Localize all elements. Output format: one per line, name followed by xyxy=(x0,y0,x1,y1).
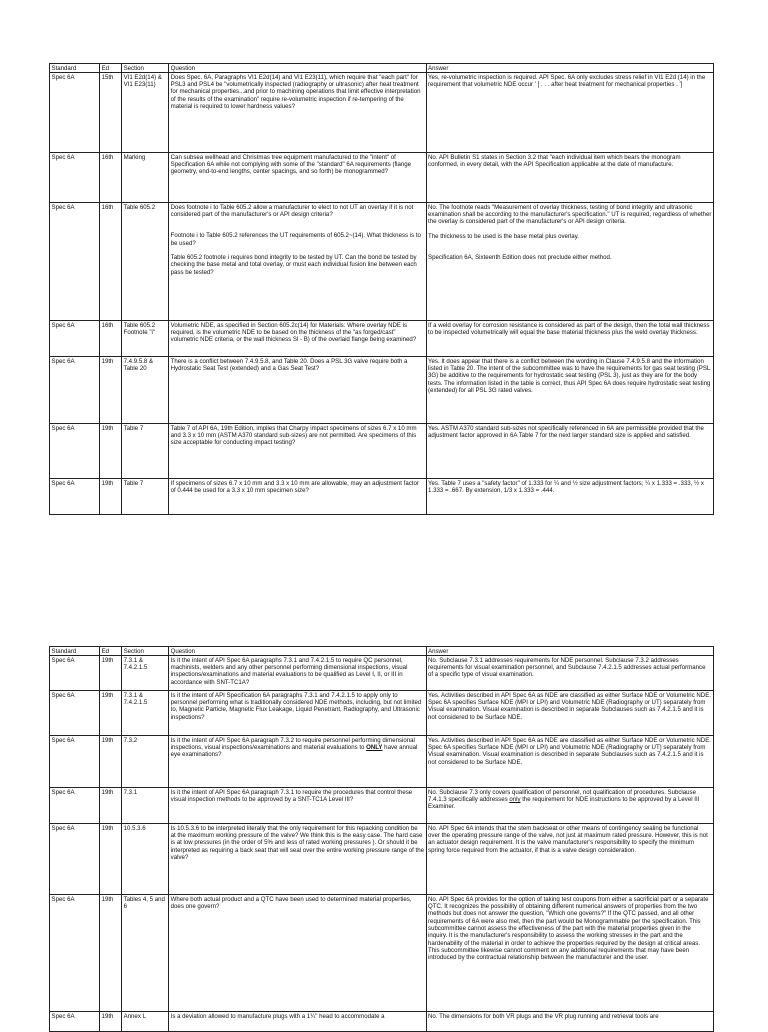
cell-standard: Spec 6A xyxy=(50,73,100,153)
emphasis-text: only xyxy=(509,796,521,804)
cell-section: 7.3.2 xyxy=(122,736,169,788)
cell-standard: Spec 6A xyxy=(50,736,100,788)
table-row xyxy=(50,691,714,736)
cell-ed: 19th xyxy=(100,788,122,824)
table-header-row xyxy=(50,64,714,73)
cell-question xyxy=(169,203,426,321)
header-answer: Answer xyxy=(426,64,713,73)
cell-ed: 19th xyxy=(100,656,122,691)
cell-ed: 19th xyxy=(100,736,122,788)
cell-question: Is it the intent of API Spec 6A paragraphs 7.3.1 and 7.4.2.1.5 to require QC personnel, machinists, welders and any other personnel performing dimensional inspections, visual inspections/examinations and material evaluations to be qualified as Level I, II, or III in accordance with SNT-TC1A? xyxy=(169,656,426,691)
cell-section: Marking xyxy=(122,153,169,203)
table-row xyxy=(50,1012,714,1032)
table-row xyxy=(50,736,714,788)
cell-answer: Yes. Activities described in API Spec 6A as NDE are classified as either Surface NDE or Volumetric NDE. Spec 6A specifies Surface NDE (MPI or LPI) and Volumetric NDE (Radiography or UT) separately from Visual examination. Visual examination is described in separate Subclauses such as 7.4.2.1.5 and it is not considered to be Surface NDE. xyxy=(426,736,713,788)
cell-standard: Spec 6A xyxy=(50,788,100,824)
header-standard: Standard xyxy=(50,647,100,656)
cell-section: 7.3.1 & 7.4.2.1.5 xyxy=(122,656,169,691)
cell-ed: 19th xyxy=(100,424,122,479)
cell-question: Is 10.5.3.6 to be interpreted literally that the only requirement for this repacking condition be at the maximum working pressure of the valve? We think this is the easy case. The hard case is at low pressures (in the order of 5% and less of rated working pressures ). Or should it be interpreted as requiring a back seat that will seal over the entire working pressure range of the valve? xyxy=(169,824,426,895)
answer-text: No. Subclause 7.3 only covers qualification of personnel, not qualification of procedures. Subclause 7.4.1.3 specifically addresses xyxy=(428,788,696,804)
interpretations-table-1 xyxy=(49,63,714,515)
cell-question: If specimens of sizes 6.7 x 10 mm and 3.3 x 10 mm are allowable, may an adjustment factor of 0.444 be used for a 3.3 x 10 mm specimen size? xyxy=(169,479,426,515)
cell-ed: 19th xyxy=(100,357,122,424)
cell-question: Is a deviation allowed to manufacture plugs with a 1¼" head to accommodate a xyxy=(169,1012,426,1032)
table-row xyxy=(50,424,714,479)
cell-section: Table 7 xyxy=(122,479,169,515)
cell-section: 7.3.1 xyxy=(122,788,169,824)
cell-question: Table 7 of API 6A, 19th Edition, implies that Charpy impact specimens of sizes 6.7 x 10 mm and 3.3 x 10 mm (ASTM A370 standard sub-sizes) are not permitted. Are specimens of this size acceptable for conducting impact testing? xyxy=(169,424,426,479)
header-section: Section xyxy=(122,64,169,73)
question-paragraph: Does footnote i to Table 605.2 allow a manufacturer to elect to not UT an overlay if it is not considered part of the manufacturer's or API design criteria? xyxy=(170,203,414,219)
header-question: Question xyxy=(169,64,426,73)
cell-answer: Yes, re-volumetric inspection is required. API Spec. 6A only excludes stress relief in VI1 E2d (14) in the requirement that volumetric NDE occur ' [ . . . after heat treatment for mechanical properties . '] xyxy=(426,73,713,153)
cell-question: Where both actual product and a QTC have been used to determined material properties, does one govern? xyxy=(169,895,426,1012)
cell-standard: Spec 6A xyxy=(50,153,100,203)
cell-question xyxy=(169,736,426,788)
cell-section: VI1 E2d(14) & VI1 E23(11) xyxy=(122,73,169,153)
header-ed: Ed xyxy=(100,647,122,656)
cell-ed: 19th xyxy=(100,824,122,895)
cell-standard: Spec 6A xyxy=(50,824,100,895)
answer-paragraph: The thickness to be used is the base metal plus overlay. xyxy=(428,232,579,240)
cell-standard: Spec 6A xyxy=(50,357,100,424)
cell-standard: Spec 6A xyxy=(50,656,100,691)
cell-answer: No. API Spec 6A intends that the stem backseat or other means of contingency sealing be functional over the operating pressure range of the valve, not just at maximum rated pressure. However, this is not an actuator design requirement. It is the valve manufacturer's responsibility to specify the minimum spring force required from the actuator, if that is a valve design consideration. xyxy=(426,824,713,895)
cell-ed: 19th xyxy=(100,691,122,736)
cell-question: Does Spec. 6A, Paragraphs VI1 E2d(14) and VI1 E23(11), which require that "each part" for PSL3 and PSL4 be "volumetrically inspected (radiography or ultrasonic) after heat treatment for mechanical properties...and prior to machining operations that limit effective interpretation of the results of the examination" require re-volumetric inspection if re-tempering of the material is required to lower hardness values? xyxy=(169,73,426,153)
cell-question: Is it the intent of API Spec 6A paragraph 7.3.1 to require the procedures that control these visual inspection methods to be approved by a SNT-TC1A Level III? xyxy=(169,788,426,824)
header-standard: Standard xyxy=(50,64,100,73)
cell-section: Table 605.2 xyxy=(122,203,169,321)
cell-answer: Yes. It does appear that there is a conflict between the wording in Clause 7.4.9.5.8 and the information listed in Table 20. The intent of the subcommittee was to have the requirements for gas seat testing (PSL 3G) be additive to the requirements for hydrostatic seat testing (PSL 3), just as they are for the body tests. The information listed in the table is correct, thus API Spec 6A does require hydrostatic seat testing (extended) for all PSL 3G rated valves. xyxy=(426,357,713,424)
cell-question: Volumetric NDE, as specified in Section 605.2c(14) for Materials: Where overlay NDE is required, is the volumetric NDE to be based on the thickness of the "as forged/cast" volumetric NDE criteria, or the wall thickness Sl - B) of the overlaid flange being examined? xyxy=(169,321,426,357)
table-row xyxy=(50,788,714,824)
cell-answer: No. Subclause 7.3.1 addresses requirements for NDE personnel. Subclause 7.3.2 addresses requirements for visual examination personnel, and Subclause 7.4.2.1.5 addresses actual performance of a specific type of visual examination. xyxy=(426,656,713,691)
cell-answer: Yes. ASTM A370 standard sub-sizes not specifically referenced in 6A are permissible provided that the adjustment factor approved in 6A Table 7 for the next larger standard size is applied and satisfied. xyxy=(426,424,713,479)
answer-text: the requirement for NDE instructions to be approved by a Level III Examiner. xyxy=(428,796,700,811)
cell-answer: No. API Bulletin S1 states in Section 3.2 that "each individual item which bears the monogram conformed, in every detail, with the API Specification applicable at the date of manufacture. xyxy=(426,153,713,203)
cell-answer xyxy=(426,203,713,321)
header-answer: Answer xyxy=(426,647,713,656)
cell-answer: If a weld overlay for corrosion resistance is considered as part of the design, then the total wall thickness to be inspected volumetrically will equal the base material thickness plus the weld overlay thickness. xyxy=(426,321,713,357)
cell-section: 10.5.3.6 xyxy=(122,824,169,895)
cell-answer: No. API Spec 6A provides for the option of taking test coupons from either a sacrificial part or a separate QTC. It recognizes the possibility of obtaining different numerical answers of properties from the two methods but does not answer the question, "Which one governs?" If the QTC passed, and all other requirements of 6A were also met, then the part would be Monogrammable per the specification. This subcommittee cannot assess the effectiveness of the part with the material properties given in the inquiry. It is the manufacturer's responsibility to assess the working stresses in the part and the hardenability of the material in order to achieve the properties required by the design at critical areas. This subcommittee likewise cannot comment on any additional requirements that may have been introduced by the contractual relationship between the manufacturer and the user. xyxy=(426,895,713,1012)
question-text: have annual eye examinations? xyxy=(170,744,418,759)
cell-standard: Spec 6A xyxy=(50,424,100,479)
cell-section: 7.3.1 & 7.4.2.1.5 xyxy=(122,691,169,736)
answer-paragraph: No. The footnote reads "Measurement of overlay thickness, testing of bond integrity and ultrasonic examination shall be according to the manufacturer's specification." UT is required, regardless of whether the overlay is considered part of the manufacturer's or API design criteria. xyxy=(428,203,712,226)
cell-standard: Spec 6A xyxy=(50,895,100,1012)
table-header-row xyxy=(50,647,714,656)
table-row xyxy=(50,656,714,691)
cell-standard: Spec 6A xyxy=(50,479,100,515)
answer-paragraph: Specification 6A, Sixteenth Edition does not preclude either method. xyxy=(428,254,612,262)
cell-section: Table 7 xyxy=(122,424,169,479)
interpretations-table-2 xyxy=(49,646,714,1032)
cell-ed: 15th xyxy=(100,73,122,153)
cell-section: 7.4.9.5.8 & Table 20 xyxy=(122,357,169,424)
cell-question: There is a conflict between 7.4.9.5.8, and Table 20. Does a PSL 3G valve require both a Hydrostatic Seat Test (extended) and a Gas Seat Test? xyxy=(169,357,426,424)
table-row xyxy=(50,357,714,424)
cell-section: Tables 4, 5 and 6 xyxy=(122,895,169,1012)
table-row xyxy=(50,73,714,153)
cell-ed: 19th xyxy=(100,1012,122,1032)
table-row xyxy=(50,321,714,357)
question-paragraph: Table 605.2 footnote i requires bond integrity to be tested by UT. Can the bond be tested by checking the base metal and total overlay, or must each individual fusion line between each pass be tested? xyxy=(170,254,417,276)
cell-ed: 16th xyxy=(100,203,122,321)
table-row xyxy=(50,203,714,321)
cell-ed: 16th xyxy=(100,321,122,357)
table-row xyxy=(50,479,714,515)
cell-ed: 16th xyxy=(100,153,122,203)
emphasis-text: ONLY xyxy=(366,744,383,752)
table-row xyxy=(50,153,714,203)
cell-section: Annex L xyxy=(122,1012,169,1032)
cell-standard: Spec 6A xyxy=(50,203,100,321)
cell-answer xyxy=(426,788,713,824)
question-paragraph: Footnote i to Table 605.2 references the UT requirements of 605.2~(14). What thickness is to be used? xyxy=(170,232,421,247)
question-text: Is it the intent of API Spec 6A paragraph 7.3.2 to require personnel performing dimensional inspections, visual inspections/examinations and material evaluations to xyxy=(170,736,415,752)
cell-answer: Yes. Activities described in API Spec 6A as NDE are classified as either Surface NDE or Volumetric NDE. Spec 6A specifies Surface NDE (MPI or LPI) and Volumetric NDE (Radiography or UT) separately from Visual examination. Visual examination is described in separate Subclauses such as 7.4.2.1.5 and it is not considered to be Surface NDE. xyxy=(426,691,713,736)
cell-ed: 19th xyxy=(100,479,122,515)
cell-standard: Spec 6A xyxy=(50,691,100,736)
header-section: Section xyxy=(122,647,169,656)
cell-answer: No. The dimensions for both VR plugs and the VR plug running and retrieval tools are xyxy=(426,1012,713,1032)
cell-standard: Spec 6A xyxy=(50,1012,100,1032)
table-row xyxy=(50,895,714,1012)
cell-question: Is it the intent of API Specification 6A paragraphs 7.3.1 and 7.4.2.1.5 to apply only to personnel performing what is traditionally considered NDE methods, including, but not limited to, Magnetic Particle, Magnetic Flux Leakage, Liquid Penetrant, Radiography, and Ultrasonic inspections? xyxy=(169,691,426,736)
cell-ed: 19th xyxy=(100,895,122,1012)
table-row xyxy=(50,824,714,895)
header-question: Question xyxy=(169,647,426,656)
cell-section: Table 605.2 Footnote "i" xyxy=(122,321,169,357)
cell-answer: Yes. Table 7 uses a "safety factor" of 1.333 for ¼ and ½ size adjustment factors; ¼ x 1.333 = .333, ½ x 1.333 = .667. By extension, 1/3 x 1.333 = .444. xyxy=(426,479,713,515)
cell-standard: Spec 6A xyxy=(50,321,100,357)
cell-question: Can subsea wellhead and Christmas tree equipment manufactured to the "intent" of Specification 6A while not complying with some of the "standard" 6A requirements (flange geometry, end-to-end lengths, center spacings, and so forth) be monogrammed? xyxy=(169,153,426,203)
header-ed: Ed xyxy=(100,64,122,73)
